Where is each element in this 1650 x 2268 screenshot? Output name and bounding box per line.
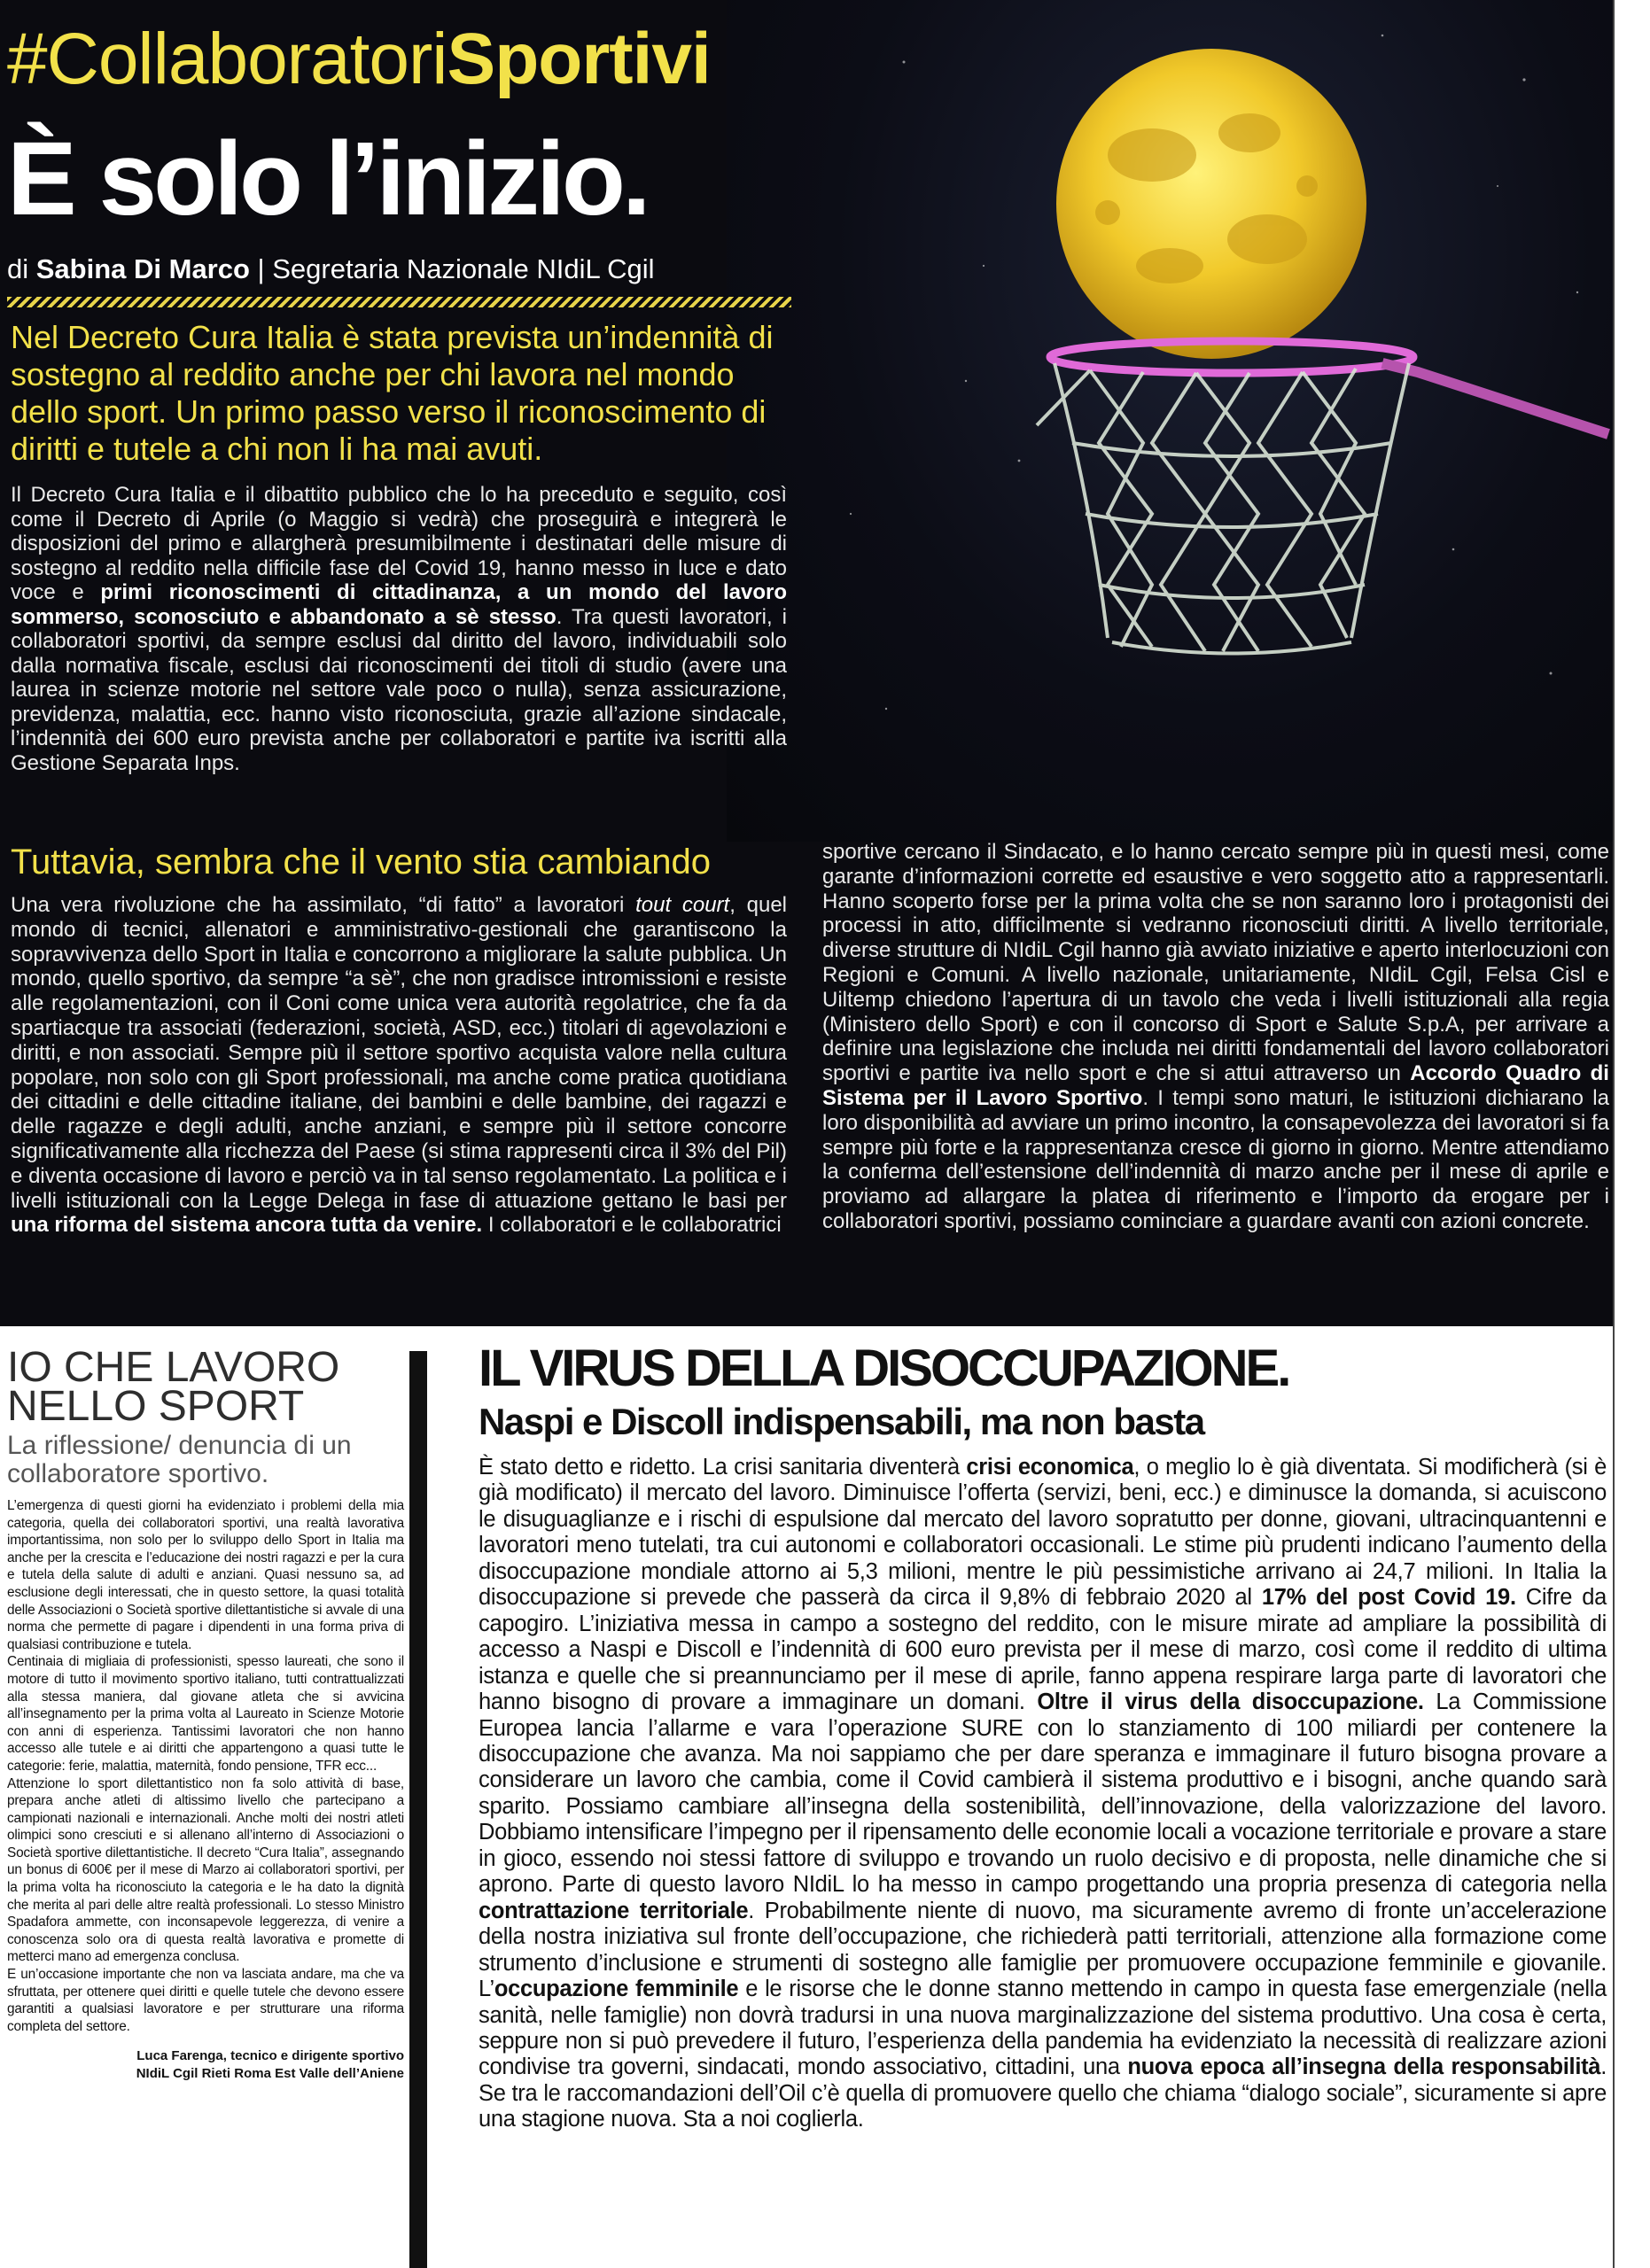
text-run: È stato detto e ridetto. La crisi sanitaria diventerà — [479, 1455, 967, 1480]
text-run: Il Decreto Cura Italia e il dibattito pubblico che lo ha preceduto e seguito, così come il Decreto di Aprile (o Maggio si vedrà) che proseguirà e integrerà le disposizioni del primo e allargherà presumibilmente i destinatari delle misure di sostegno al reddito nella difficile fase del Covid 19, hanno messo in luce e dato voce e — [11, 483, 787, 604]
byline-role: | Segretaria Nazionale NIdiL Cgil — [249, 253, 655, 284]
bold-run: Oltre il virus della disoccupazione. — [1037, 1689, 1424, 1715]
text-run: , o meglio lo è già diventata. Si modificherà (si è già modificato) il mercato del lavoro. Diminuisce l’offerta (servizi, beni, ecc.) e diminusce la domanda, si acuiscono le disuguaglianze e i rischi di espulsione dal mercato del lavoro sopratutto per donne, giovani, ultracinquantenni e lavoratori meno tutelati, tra cui autonomi e collaboratori occasionali. Le stime più prudenti indicano l’aumento della disoccupazione mondiale attorno ai 5,3 milioni, mentre le più pessimistiche arrivano ai 24,7 milioni. In Italia la disoccupazione si prevede che passerà da circa il 9,8% di febbraio 2020 al — [479, 1455, 1607, 1611]
sidebar-paragraph: L’emergenza di questi giorni ha evidenziato i problemi della mia categoria, quella dei collaboratori sportivi, una realtà lavorativa importantissima, non solo per lo sviluppo dello Sport in Italia ma anche per la crescita e l’educazione dei nostri ragazzi e per la cura e tutela della salute di adulti e anziani. Quasi nessuno sa, ad esclusione degli interessati, che in questo settore, la quasi totalità delle Associazioni o Società sportive dilettantistiche si avvale di una norma che permette di pagare i dipendenti in una forma priva di qualsiasi contribuzione e tutela. — [7, 1498, 404, 1652]
text-run: La Commissione Europea lancia l’allarme e vara l’operazione SURE con lo stanziamento di 100 miliardi per contenere la disoccupazione che avanza. Ma noi sappiamo che per dare speranza e immaginare il futuro bisogna provare a considerare un lavoro che cambia, come il Covid cambierà il sistema produttivo e i bisogni, anche quando sarà sparito. Possiamo cambiare all’insegna della sostenibilità, dell’innovazione, della valorizzazione del lavoro. Dobbiamo intensificare l’impegno per il ripensamento delle economie locali a vocazione territoriale e provare a stare in gioco, essendo noi stessi fattore di sviluppo e trovando un ruolo decisivo e di proposta, nelle dinamiche che si aprono. Parte di questo lavoro NIdiL lo ha messo in campo progettando una propria presenza di categoria nella — [479, 1689, 1607, 1898]
text-run: , quel mondo di tecnici, allenatori e amministrativo-gestionali che garantiscono la sopravvivenza dello Sport in Italia e concorrono a migliorare la salute pubblica. Un mondo, quello sportivo, da sempre “a sè”, che non gradisce intromissioni e resiste alle regolamentazioni, con il Coni come unica vera autorità regolatrice, che fa da spartiacque tra associati (federazioni, società, ASD, ecc.) titolari di agevolazioni e diritti, e non associati. Sempre più il settore sportivo acquista valore nella cultura popolare, non solo con gli Sport professionali, ma anche come pratica quotidiana dei cittadini e delle cittadine italiane, dei bambini e delle bambine, dei ragazzi e delle ragazze e degli adulti, anche anziani, e sempre più il settore concorre significativamente alla ricchezza del Paese (si stima rappresenti circa il 3% del Pil) e diventa occasione di lavoro e perciò va in tal senso regolamentato. La politica e i livelli istituzionali con la Legge Delega in fase di attuazione gettano le basi per — [11, 893, 788, 1213]
hashtag-title — [7, 19, 711, 99]
signature-name: Luca Farenga, tecnico e dirigente sportivo — [136, 2048, 404, 2064]
page-margin-rule — [1613, 0, 1650, 2268]
hatch-divider — [7, 297, 791, 307]
text-run: Cifre da capogiro. L’iniziativa messa in campo a sostegno del reddito, con le misure mirate ad ampliare la possibilità di accesso a Naspi e Discoll e l’indennità di 600 euro prevista per il mese di marzo, così come il reddito di ultima istanza e quelle che si preannunciamo per il mese di aprile, fanno appena respirare larga parte di lavoratori che hanno bisogno di provare a immaginare un domani. — [479, 1585, 1607, 1715]
lead-paragraph: Nel Decreto Cura Italia è stata prevista un’indennità di sostegno al reddito anche per chi lavora nel mondo dello sport. Un primo passo verso il riconoscimento di diritti e tutele a chi non li ha mai avuti. — [11, 319, 774, 467]
hashtag-bold: Sportivi — [447, 19, 711, 99]
text-run: I collaboratori e le collaboratrici — [482, 1213, 782, 1238]
article-paragraph-2 — [11, 893, 787, 1238]
feature-column — [443, 1338, 1607, 2133]
byline-author: Sabina Di Marco — [35, 253, 250, 284]
bold-run: primi riconoscimenti di cittadinanza, a un mondo del lavoro sommerso, sconosciuto e abbandonato a sè stesso — [11, 580, 787, 629]
bold-run: crisi economica — [966, 1455, 1134, 1480]
text-run: e le risorse che le donne stanno mettendo in campo in questa fase emergenziale (nella sanità, nelle famiglie) non dovrà tradursi in una nuova marginalizzazione del sistema produttivo. Una cosa è certa, seppure non si può prevedere il futuro, l’esperienza della pandemia ha evidenziato la necessità di realizzare azioni condivise tra governi, sindacati, mondo associativo, cittadini, una — [479, 1977, 1607, 2080]
text-run: . Se tra le raccomandazioni dell’Oil c’è quella di promuovere quello che chiama “dialogo sociale”, sicuramente si apre una stagione nuova. Sta a noi coglierla. — [479, 2054, 1607, 2132]
text-run: sportive cercano il Sindacato, e lo hanno cercato sempre più in questi mesi, come garante d’informazioni corrette ed esaustive e vero soggetto atto a rappresentarli. Hanno scoperto forse per la prima volta che se non saranno loro i protagonisti dei processi in atto, difficilmente si vedranno riconosciuti diritti. A livello territoriale, diverse strutture di NIdiL Cgil hanno già avviato iniziative e aperto interlocuzioni con Regioni e Comuni. A livello nazionale, unitariamente, NIdiL Cgil, Felsa Cisl e Uiltemp chiedono l’apertura di un tavolo che veda i livelli istituzionali alla regia (Ministero dello Sport) e con il concorso di Sport e Salute S.p.A, per arrivare a definire una legislazione che includa nei diritti fondamentali del lavoro collaboratori sportivi e partite iva nello sport e che si attui attraverso un — [822, 840, 1609, 1086]
hashtag-light: #Collaboratori — [7, 19, 448, 99]
bold-run: 17% del post Covid 19. — [1261, 1585, 1516, 1611]
text-run: . Tra questi lavoratori, i collaboratori sportivi, da sempre esclusi dal diritto del lavoro, individuabili solo dalla normativa fiscale, esclusi dai riconoscimenti dei titoli di studio (avere una laurea in scienze motorie nel settore vale poco o nulla), senza assicurazione, previdenza, malattia, ecc. hanno visto riconosciuta, grazie all’azione sindacale, l’indennità dei 600 euro prevista anche per collaboratori e partite iva iscritti alla Gestione Separata Inps. — [11, 604, 788, 775]
sidebar-paragraph: E un’occasione importante che non va lasciata andare, ma che va sfruttata, per ottenere quei diritti e quelle tutele che devono essere garantiti a qualsiasi lavoratore e per strutturare una riforma completa del settore. — [7, 1967, 404, 2034]
page-title: È solo l’inizio. — [7, 120, 648, 237]
feature-title: IL VIRUS DELLA DISOCCUPAZIONE. — [479, 1340, 1289, 1397]
sidebar-signature — [7, 2047, 404, 2083]
article-subheading: Tuttavia, sembra che il vento stia cambiando — [11, 843, 712, 882]
signature-org: NIdiL Cgil Rieti Roma Est Valle dell’Aniene — [136, 2066, 404, 2082]
sidebar-paragraph: Centinaia di migliaia di professionisti, spesso laureati, che sono il motore di tutto il movimento sportivo italiano, tutti contrattualizzati alla stessa maniera, dal giovane atleta che si avvicina all’insegnamento per la prima volta al Laureato in Scienze Motorie con anni di esperienza. Tantissimi lavoratori che non hanno accesso alle tutele e ai diritti che appartengono a quasi tutte le categorie: ferie, malattia, maternità, fondo pensione, TFR ecc... — [7, 1654, 404, 1774]
article-paragraph-1 — [11, 483, 787, 775]
feature-body — [479, 1455, 1607, 2133]
bold-run: occupazione femminile — [494, 1977, 739, 2002]
byline-prefix: di — [7, 253, 36, 284]
sidebar-paragraph: Attenzione lo sport dilettantistico non fa solo attività di base, prepara anche atleti di altissimo livello che partecipano a campionati nazionali e internazionali. Anche molti dei nostri atleti olimpici sono cresciuti e si allenano all’interno di Associazioni o Società sportive dilettantistiche. Il decreto “Cura Italia”, assegnando un bonus di 600€ per il mese di Marzo ai collaboratori sportivi, per la prima volta ha riconosciuto la categoria e le ha dato la dignità che merita al pari delle altre realtà professionali. Lo stesso Ministro Spadafora ammette, con inconsapevole leggerezza, di venire a conoscenza solo ora di questa realtà lavorativa e promette di metterci mano ad emergenza conclusa. — [7, 1775, 404, 1965]
feature-subtitle: Naspi e Discoll indispensabili, ma non basta — [479, 1401, 1204, 1442]
byline — [7, 253, 655, 285]
article-paragraph-3 — [822, 840, 1609, 1234]
bold-run: contrattazione territoriale — [479, 1898, 749, 1923]
column-divider — [409, 1351, 427, 2268]
sidebar-column — [7, 1338, 404, 2083]
bold-run: Accordo Quadro di Sistema per il Lavoro Sportivo — [822, 1061, 1609, 1110]
italic-run: tout court — [635, 893, 730, 917]
sidebar-subtitle: La riflessione/ denuncia di un collaboratore sportivo. — [7, 1431, 352, 1488]
bold-run: nuova epoca all’insegna della responsabilità — [1127, 2054, 1601, 2080]
text-run: . Probabilmente niente di nuovo, ma sicuramente avremo di fronte un’accelerazione della nostra iniziativa sul fronte dell’occupazione, che richiederà patti territoriali, attenzione alla formazione come strumento d’inclusione e strumenti di sostegno alle famiglie per promuovere occupazione femminile e giovanile. L’ — [479, 1898, 1607, 2002]
bold-run: una riforma del sistema ancora tutta da venire. — [11, 1213, 483, 1238]
text-run: Una vera rivoluzione che ha assimilato, “di fatto” a lavoratori — [11, 893, 636, 917]
text-run: . I tempi sono maturi, le istituzioni dichiarano la loro disponibilità ad avviare un primo incontro, la consapevolezza dei lavoratori si fa sempre più forte e la rappresentanza cresce di giorno in giorno. Mentre attendiamo la conferma dell’estensione dell’indennità di marzo anche per il mese di aprile e proviamo ad allargare la platea di riferimento e l’importo da erogare per i collaboratori sportivi, possiamo cominciare a guardare avanti con azioni concrete. — [822, 1085, 1609, 1233]
sidebar-title: IO CHE LAVORO NELLO SPORT — [7, 1344, 340, 1430]
